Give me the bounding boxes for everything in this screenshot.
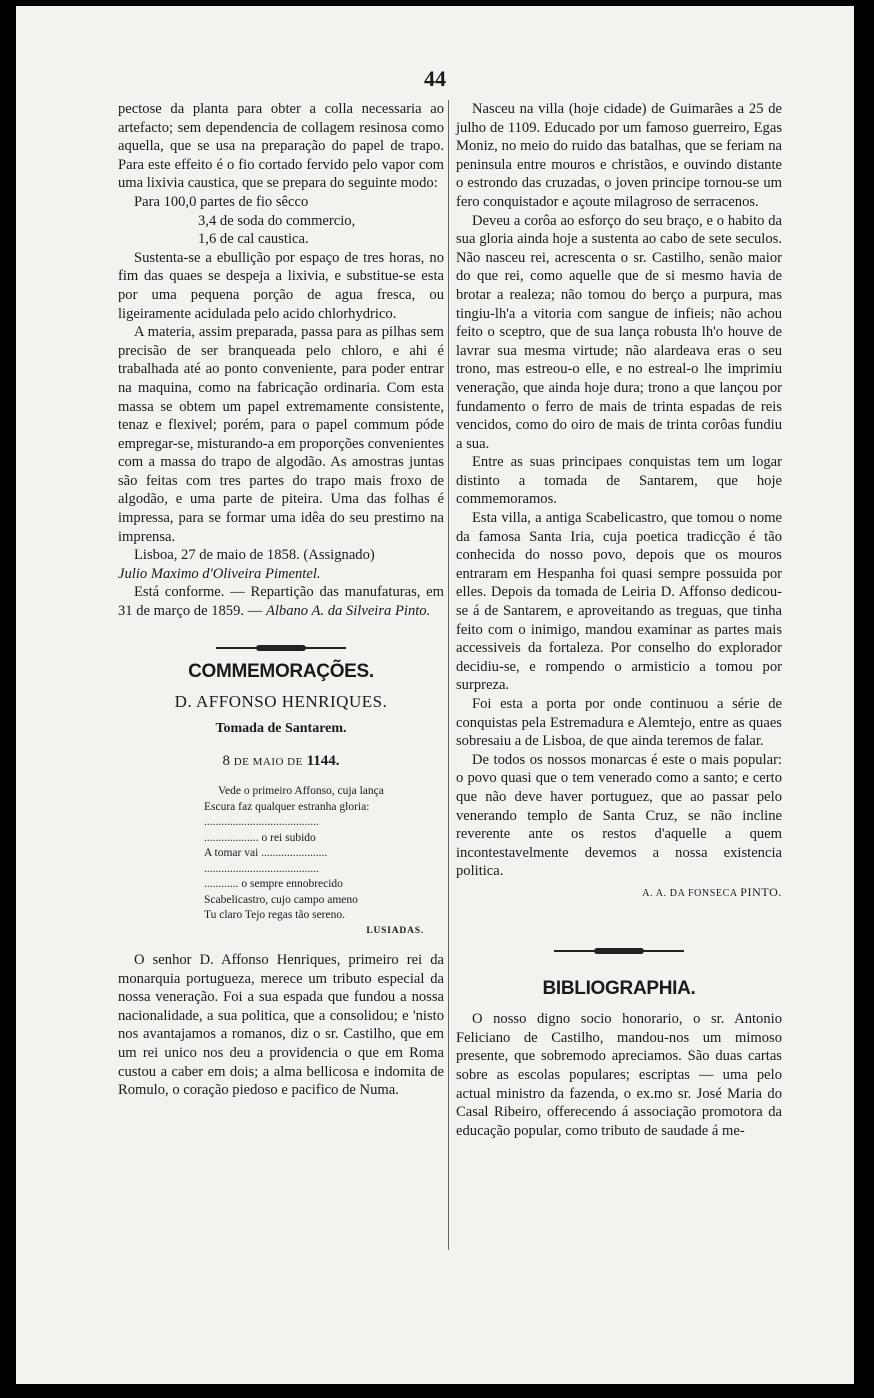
right-column [456,100,782,1140]
paragraph: Entre as suas principaes conquistas tem um logar distinto a tomada de Santarem, que hoje commemoramos. [456,454,782,508]
signoff-date: Lisboa, 27 de maio de 1858. (Assignado) [134,547,375,564]
column-divider [448,100,449,1250]
article-subtitle: Tomada de Santarem. [215,720,347,736]
verse-line: ................... o rei subido [204,831,316,844]
page-number: 44 [424,66,446,91]
paragraph: A materia, assim preparada, passa para as pilhas sem precisão de ser branqueada pelo chloro, e ahi é trabalhada até ao ponto conveniente, para poder entrar na maquina, como na fabricação ordinaria. Com esta massa se obtem um papel extremamente consistente, tenaz e flexivel; porém, para o papel commum póde empregar-se, misturando-a em proporções convenientes com a massa do trapo de algodão. As amostras juntas são feitas com tres partes do trapo mais froxo de algodão, e uma parte de piteira. Uma das folhas é impressa, para se formar uma idêa do seu prestimo na imprensa. [118,324,444,545]
article-subject: D. AFFONSO HENRIQUES. [174,692,388,712]
left-column [118,100,444,1100]
recipe-line: Para 100,0 partes de fio sêcco [134,193,309,210]
ornamental-rule [216,641,346,655]
conforme-note: Está conforme. — Repartição das manufaturas, em 31 de março de 1859. — Albano A. da Silveira Pinto. [118,584,444,620]
article-date: 8 DE MAIO DE 1144. [222,753,340,770]
signoff-name: Julio Maximo d'Oliveira Pimentel. [118,565,321,582]
verse-line: ........................................ [204,816,319,828]
verse-line: A tomar vai ....................... [204,847,328,859]
paragraph: pectose da planta para obter a colla necessaria ao artefacto; sem dependencia de collagem resinosa como aquella, que se usa na preparação do papel de trapo. Para este effeito é o fio cortado fervido pelo vapor com uma lixivia caustica, que se prepara do seguinte modo: [118,101,444,192]
verse-source: LUSIADAS. [366,925,424,936]
recipe-line: 3,4 de soda do commercio, [198,212,356,229]
paragraph: Esta villa, a antiga Scabelicastro, que tomou o nome da famosa Santa Iria, cuja poetica tradicção é tão conhecida do nosso povo, depois que os mouros entraram em Hespanha foi quasi sempre possuida por elles. Depois da tomada de Leiria D. Affonso dedicou-se á de Santarem, e aproveitando as treguas, que tinha feito com o inimigo, mandou examinar as partes mais accessiveis da fortaleza. Por conselho do explorador decidiu-se, e rompendo o armisticio a tomou por surpreza. [456,510,782,694]
verse-line: Tu claro Tejo regas tão sereno. [204,909,345,921]
verse-line: Scabelicastro, cujo campo ameno [204,893,358,906]
recipe-line: 1,6 de cal caustica. [198,231,309,248]
paragraph: Deveu a corôa ao esforço do seu braço, e o habito da sua gloria ainda hoje a sustenta ao cabo de sete seculos. Não nasceu rei, acrescenta o sr. Castilho, senão maior do que rei, como aquelle que de si mesmo havia de brotar a realeza; não tomou do berço a purpura, mas tingiu-lh'a a vitoria com sangue de infieis; não achou feito o sceptro, que de sua lança robusta lh'o houve de lavrar sua mesma virtude; não alardeava eras o seu trono, mas estreou-o elle, e no estreal-o lhe imprimiu veneração, que ainda hoje dura; trono a que lançou por fundamento o ferro de mais de trinta espadas de reis vencidos, como do oiro de mais de trinta corôas fundiu a sua. [456,212,782,452]
paragraph: Foi esta a porta por onde continuou a série de conquistas pela Estremadura e Alemtejo, entre as quaes sobresaiu a de Lisboa, de que ainda teremos de falar. [456,696,782,750]
conforme-name: Albano A. da Silveira Pinto. [265,603,431,620]
verse-line: Vede o primeiro Affonso, cuja lança [218,785,384,797]
verse-line: ........................................ [204,862,319,875]
paragraph: O nosso digno socio honorario, o sr. Antonio Feliciano de Castilho, mandou-nos um mimoso presente, que sobremodo apreciamos. São duas cartas sobre as escolas populares; escriptas — uma pelo actual ministro da fazenda, o ex.mo sr. José Maria do Casal Ribeiro, offerecendo á associação promotora da educação popular, como tributo de saudade á me- [456,1011,782,1139]
verse-line: Escura faz qualquer estranha gloria: [204,800,370,813]
section-title-commemoracoes: COMMEMORAÇÕES. [188,660,374,682]
section-title-bibliographia: BIBLIOGRAPHIA. [542,977,696,999]
recipe-list [118,193,444,249]
verse-line: ............ o sempre ennobrecido [204,878,343,890]
article-signature: A. A. DA FONSECA PINTO. [642,884,782,899]
paragraph: De todos os nossos monarcas é este o mais popular: o povo quasi que o tem venerado como a santo; e certo que não deve haver portuguez, que ao passar pelo venerando templo de Santa Cruz, se não incline reverente ante os restos d'aquelle a quem incontestavelmente devemos a nossa existencia politica. [456,751,782,880]
paragraph: O senhor D. Affonso Henriques, primeiro rei da monarquia portugueza, merece um tributo especial da nossa veneração. Foi a sua espada que fundou a nossa nacionalidade, a sua politica, que a consolidou; e 'nisto nos avantajamos a romanos, diz o sr. Castilho, que em um rei unico nos deu a providencia o que em Roma custou a caber em dois; a alma bellicosa e indomita de Romulo, o coração piedoso e pacifico de Numa. [118,952,444,1099]
paragraph: Nasceu na villa (hoje cidade) de Guimarães a 25 de julho de 1109. Educado por um famoso guerreiro, Egas Moniz, no meio do ruido das batalhas, que se feriam na peninsula entre mouros e christãos, e ouvindo distante o estrondo das cruzadas, o joven principe tornou-se um fero conquistador e açoute milagroso de serracenos. [456,101,782,210]
ornamental-rule [554,944,684,958]
paragraph: Sustenta-se a ebullição por espaço de tres horas, no fim das quaes se despeja a lixivia, e substitue-se esta por uma pequena porção de agua fresca, ou ligeiramente acidulada pelo acido chlorhydrico. [118,249,444,322]
epigraph-verse [204,784,444,939]
